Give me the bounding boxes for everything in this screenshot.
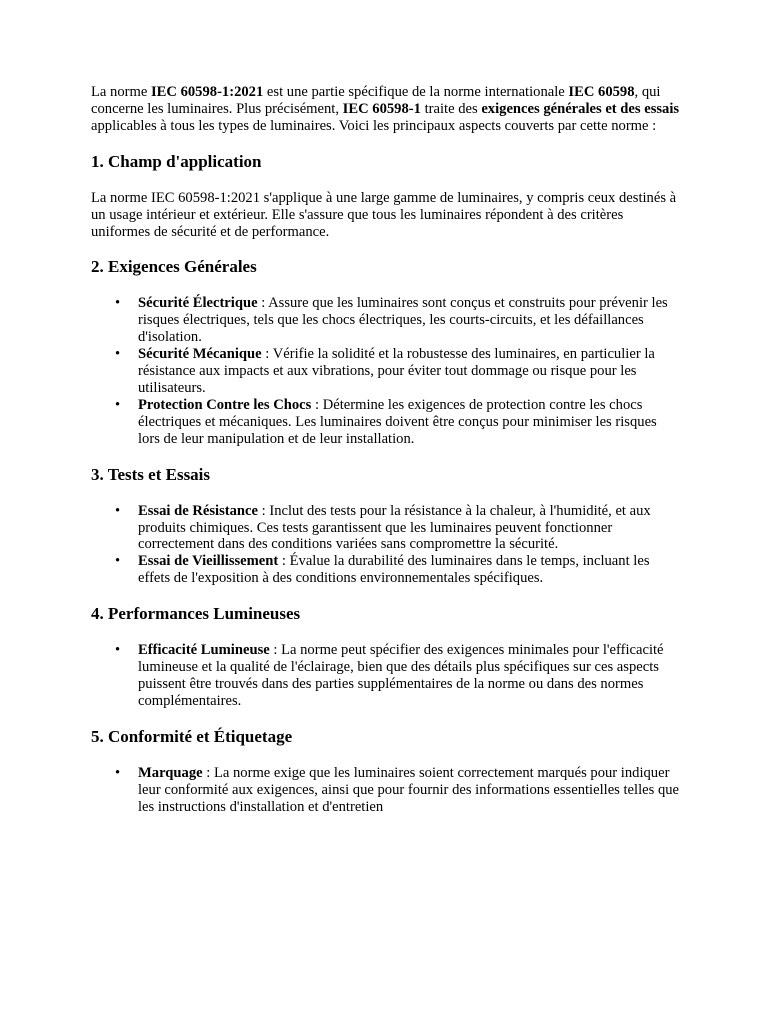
list-item xyxy=(138,295,682,346)
intro-bold-standard: IEC 60598-1:2021 xyxy=(150,84,264,100)
list-item-description: : La norme peut spécifier des exigences minimales pour l'efficacité lumineuse et la qualité de l'éclairage, bien que des détails plus spécifiques sur ces aspects puissent être trouvés dans des parties supplémentaires de la norme ou dans des normes complémentaires. xyxy=(138,642,664,709)
section-heading-tests: 3. Tests et Essais xyxy=(91,464,211,484)
general-requirements-list xyxy=(91,295,682,447)
list-item-term: Marquage xyxy=(138,764,203,781)
intro-bold-standard: IEC 60598 xyxy=(568,84,635,100)
list-item-term: Protection Contre les Chocs xyxy=(138,396,312,413)
list-item xyxy=(138,765,682,816)
section-heading-general-requirements: 2. Exigences Générales xyxy=(91,257,257,277)
list-item xyxy=(138,503,682,554)
section-heading-scope: 1. Champ d'application xyxy=(91,151,262,171)
list-item xyxy=(138,346,682,397)
section-heading-light-performance: 4. Performances Lumineuses xyxy=(91,604,301,624)
list-item-description: : La norme exige que les luminaires soient correctement marqués pour indiquer leur conformité aux exigences, ainsi que pour fournir des informations essentielles telles que les instructions d'installation et d'entretien xyxy=(138,764,680,815)
section-scope-text: La norme IEC 60598-1:2021 s'applique à une large gamme de luminaires, y compris ceux destinés à un usage intérieur et extérieur. Elle s'assure que tous les luminaires répondent à des critères uniformes de sécurité et de performance. xyxy=(91,189,677,240)
list-item xyxy=(138,642,682,710)
light-performance-list xyxy=(91,642,682,710)
tests-list xyxy=(91,503,682,588)
section-heading-conformity-labeling: 5. Conformité et Étiquetage xyxy=(91,726,293,746)
list-item-description: : Inclut des tests pour la résistance à la chaleur, à l'humidité, et aux produits chimiques. Ces tests garantissent que les luminaires peuvent fonctionner correctement dans des conditions variées sans compromettre la sécurité. xyxy=(138,502,651,553)
intro-text: est une partie spécifique de la norme internationale xyxy=(263,84,569,100)
list-item-term: Efficacité Lumineuse xyxy=(138,642,270,659)
list-item-term: Sécurité Électrique xyxy=(138,295,258,312)
intro-text: , qui concerne les luminaires. Plus précisément, xyxy=(91,84,661,117)
intro-bold-standard: IEC 60598-1 xyxy=(342,100,421,117)
list-item-description: : Assure que les luminaires sont conçus et construits pour prévenir les risques électriques, tels que les chocs électriques, les courts-circuits, et les défaillances d'isolation. xyxy=(138,295,668,346)
intro-text: traite des xyxy=(420,100,482,117)
list-item-term: Sécurité Mécanique xyxy=(138,346,262,363)
list-item xyxy=(138,397,682,448)
list-item-description: : Vérifie la solidité et la robustesse des luminaires, en particulier la résistance aux impacts et aux vibrations, pour éviter tout dommage ou risque pour les utilisateurs. xyxy=(138,346,655,396)
intro-paragraph xyxy=(91,84,682,135)
list-item-description: : Détermine les exigences de protection contre les chocs électriques et mécaniques. Les luminaires doivent être conçus pour minimiser les risques lors de leur manipulation et de leur installation. xyxy=(138,396,657,447)
intro-text: La norme xyxy=(91,84,151,100)
list-item-term: Essai de Résistance xyxy=(138,502,258,519)
conformity-labeling-list xyxy=(91,765,682,816)
intro-bold-topic: exigences générales et des essais xyxy=(481,100,680,117)
list-item-term: Essai de Vieillissement xyxy=(138,553,279,570)
list-item xyxy=(138,553,682,587)
intro-text: applicables à tous les types de luminaires. Voici les principaux aspects couverts par cette norme : xyxy=(91,117,657,134)
list-item-description: : Évalue la durabilité des luminaires dans le temps, incluant les effets de l'exposition à des conditions environnementales spécifiques. xyxy=(138,553,650,587)
